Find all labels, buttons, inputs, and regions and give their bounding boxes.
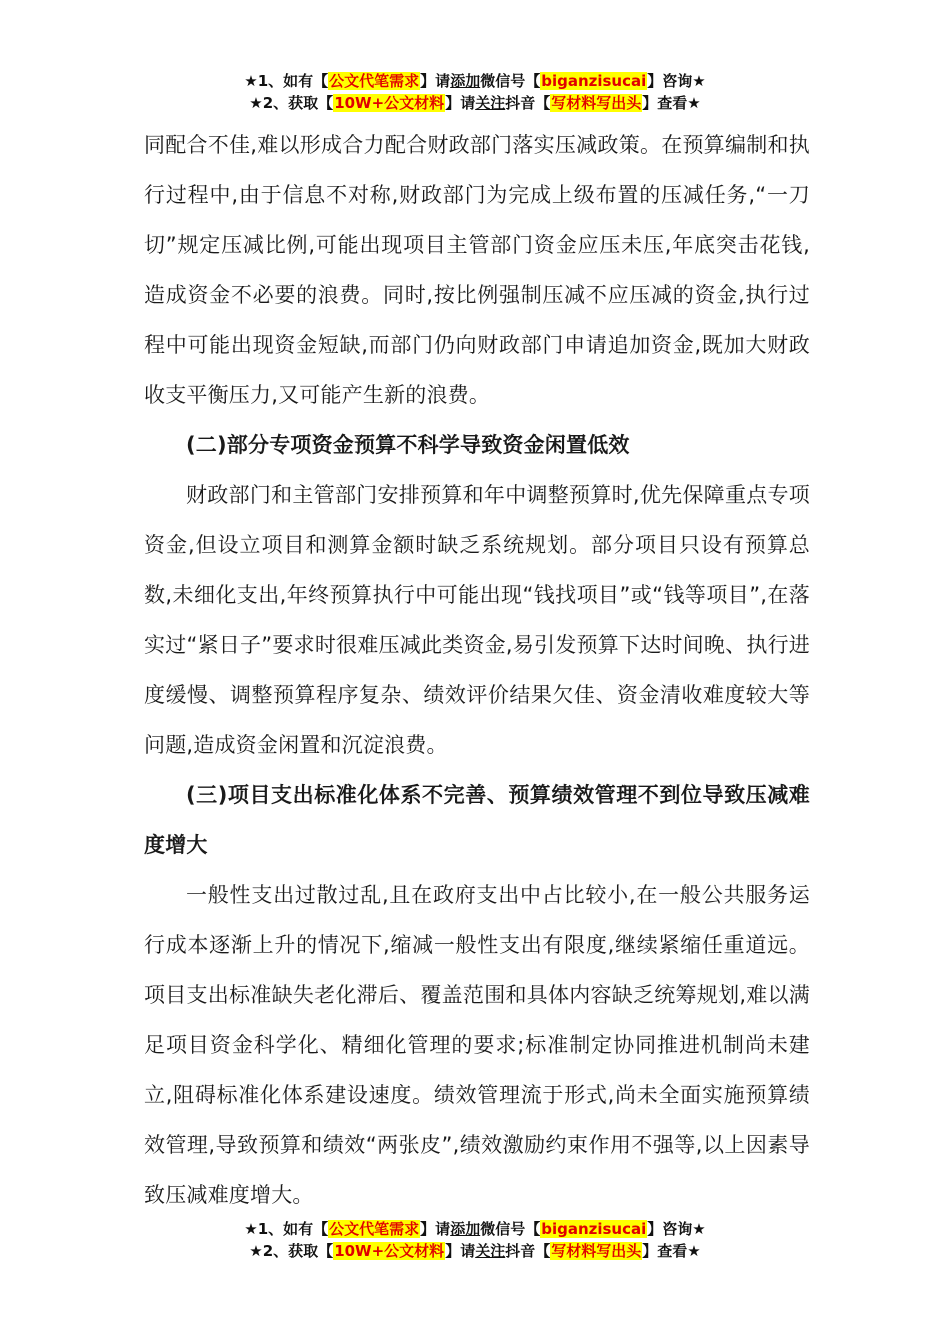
- footer-banner: [0, 1218, 950, 1262]
- banner-line-1: [0, 1218, 950, 1240]
- section-heading-2: (二)部分专项资金预算不科学导致资金闲置低效: [186, 433, 630, 457]
- highlight-douyin-account: 写材料写出头: [551, 94, 642, 112]
- header-banner: [0, 70, 950, 114]
- banner-line-2: [0, 92, 950, 114]
- banner-underlined: 关注: [475, 94, 506, 112]
- section-heading-3: (三)项目支出标准化体系不完善、预算绩效管理不到位导致压减难度增大: [144, 783, 810, 857]
- highlight-service: 公文代笔需求: [329, 1220, 420, 1238]
- banner-line-1: [0, 70, 950, 92]
- banner-text: 微信号【: [480, 1220, 541, 1238]
- banner-text: ★1、如有【: [244, 72, 329, 90]
- banner-text: 微信号【: [480, 72, 541, 90]
- highlight-wechat-id: biganzisucai: [541, 72, 647, 90]
- highlight-service: 公文代笔需求: [329, 72, 420, 90]
- paragraph-3: 一般性支出过散过乱,且在政府支出中占比较小,在一般公共服务运行成本逐渐上升的情况下,缩减一般性支出有限度,继续紧缩任重道远。项目支出标准缺失老化滞后、覆盖范围和具体内容缺乏统筹规划,难以满足项目资金科学化、精细化管理的要求;标准制定协同推进机制尚未建立,阻碍标准化体系建设速度。绩效管理流于形式,尚未全面实施预算绩效管理,导致预算和绩效“两张皮”,绩效激励约束作用不强等,以上因素导致压减难度增大。: [144, 883, 810, 1207]
- banner-text: 】查看★: [642, 1242, 701, 1260]
- document-body: [144, 120, 810, 1220]
- banner-text: 】请: [420, 72, 451, 90]
- banner-text: 】咨询★: [647, 1220, 706, 1238]
- banner-underlined: 添加: [450, 72, 481, 90]
- banner-text: 】查看★: [642, 94, 701, 112]
- banner-text: 抖音【: [505, 1242, 551, 1260]
- paragraph-2: 财政部门和主管部门安排预算和年中调整预算时,优先保障重点专项资金,但设立项目和测算金额时缺乏系统规划。部分项目只设有预算总数,未细化支出,年终预算执行中可能出现“钱找项目”或“钱等项目”,在落实过“紧日子”要求时很难压减此类资金,易引发预算下达时间晚、执行进度缓慢、调整预算程序复杂、绩效评价结果欠佳、资金清收难度较大等问题,造成资金闲置和沉淀浪费。: [144, 483, 810, 757]
- banner-line-2: [0, 1240, 950, 1262]
- banner-text: 】请: [420, 1220, 451, 1238]
- paragraph-continued: 同配合不佳,难以形成合力配合财政部门落实压减政策。在预算编制和执行过程中,由于信息不对称,财政部门为完成上级布置的压减任务,“一刀切”规定压减比例,可能出现项目主管部门资金应压未压,年底突击花钱,造成资金不必要的浪费。同时,按比例强制压减不应压减的资金,执行过程中可能出现资金短缺,而部门仍向财政部门申请追加资金,既加大财政收支平衡压力,又可能产生新的浪费。: [144, 133, 810, 407]
- banner-text: 抖音【: [505, 94, 551, 112]
- highlight-douyin-account: 写材料写出头: [551, 1242, 642, 1260]
- banner-underlined: 关注: [475, 1242, 506, 1260]
- banner-text: ★1、如有【: [244, 1220, 329, 1238]
- banner-underlined: 添加: [450, 1220, 481, 1238]
- highlight-materials: 10W+公文材料: [334, 94, 445, 112]
- banner-text: 】咨询★: [647, 72, 706, 90]
- highlight-wechat-id: biganzisucai: [541, 1220, 647, 1238]
- banner-text: 】请: [445, 1242, 476, 1260]
- banner-text: ★2、获取【: [249, 1242, 334, 1260]
- highlight-materials: 10W+公文材料: [334, 1242, 445, 1260]
- banner-text: 】请: [445, 94, 476, 112]
- banner-text: ★2、获取【: [249, 94, 334, 112]
